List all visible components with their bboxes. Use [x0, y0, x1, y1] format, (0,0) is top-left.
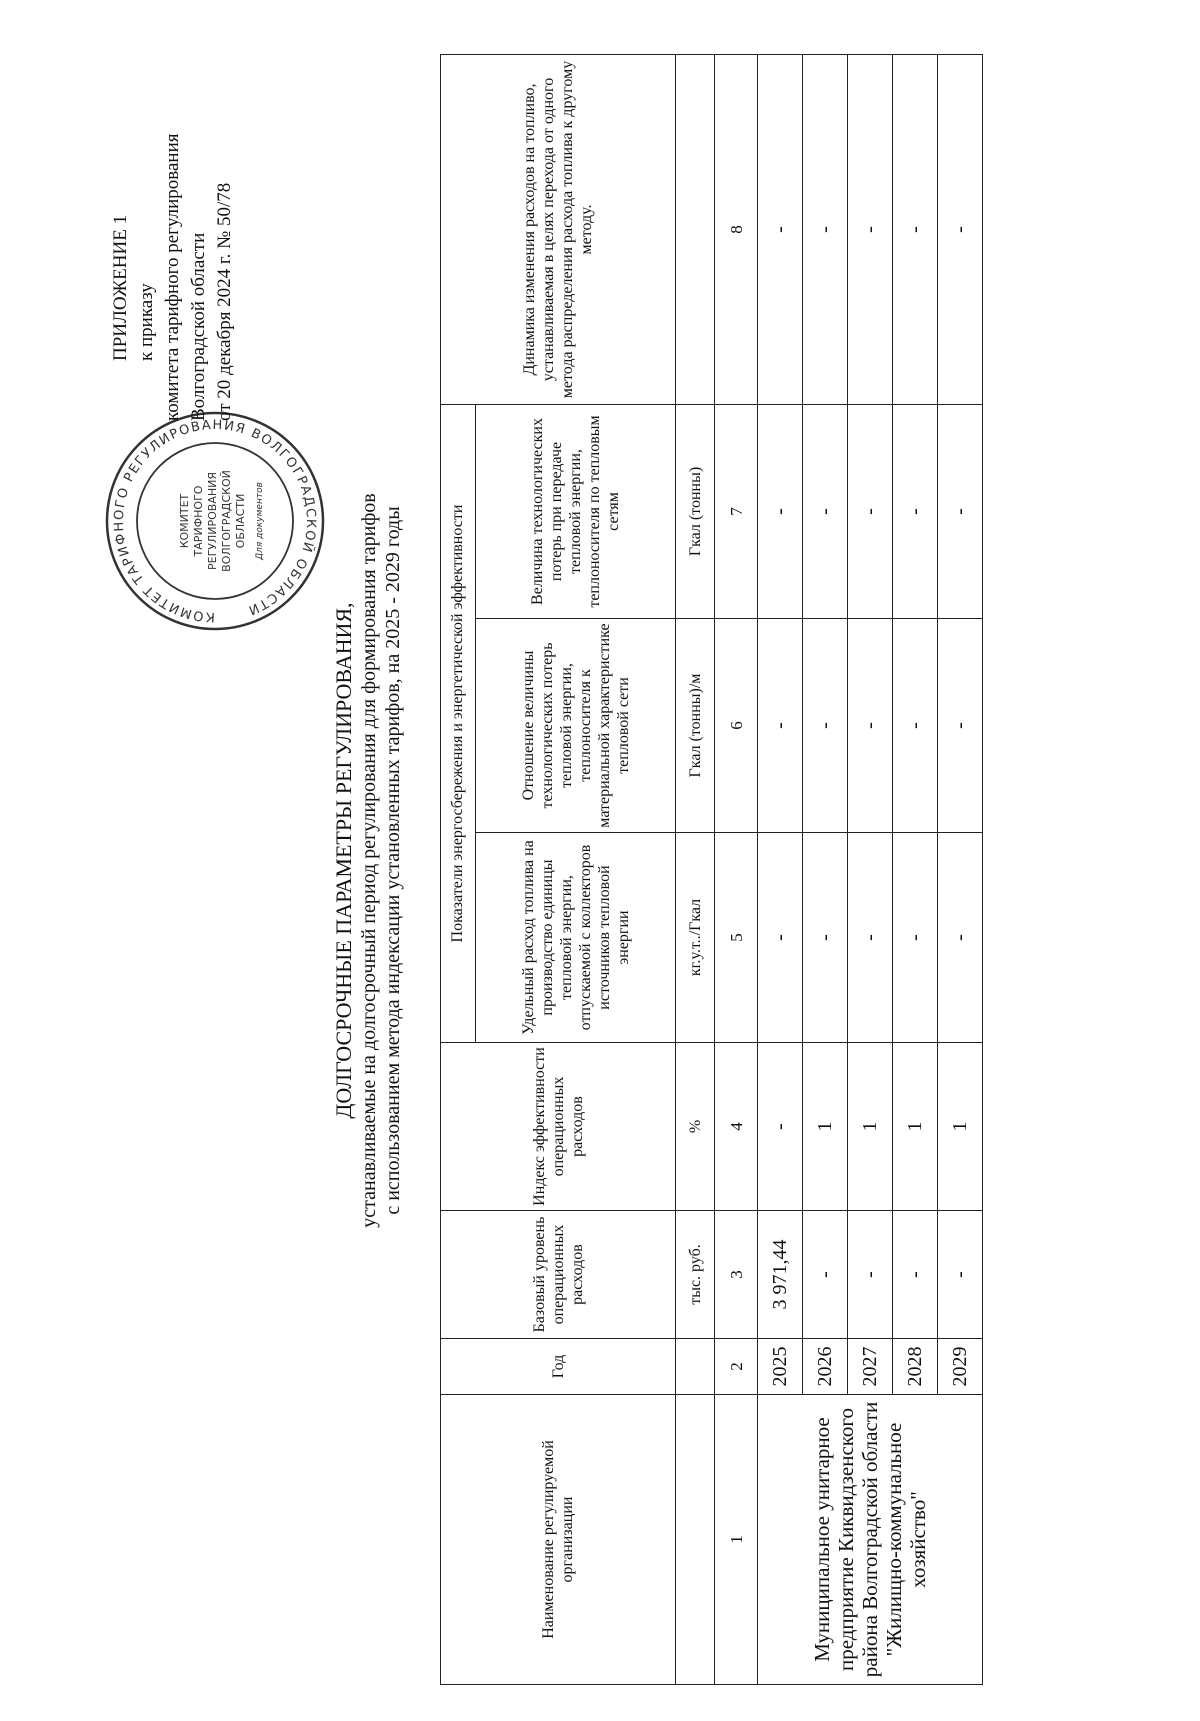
- seal-line: КОМИТЕТ: [178, 493, 191, 549]
- cell-ratio: -: [758, 619, 803, 833]
- column-number: 3: [715, 1211, 758, 1339]
- document-titles: [330, 0, 405, 1721]
- cell-dynamics: -: [803, 54, 848, 404]
- column-number: 4: [715, 1043, 758, 1211]
- header-ratio: Отношение величины технологических потерь тепловой энергии, теплоносителя к материальной характеристике тепловой сети: [476, 619, 676, 833]
- cell-year: 2029: [938, 1339, 983, 1395]
- cell-fuel: -: [848, 833, 893, 1043]
- cell-index: 1: [893, 1043, 938, 1211]
- cell-losses: -: [893, 404, 938, 618]
- column-number: 2: [715, 1339, 758, 1395]
- cell-losses: -: [938, 404, 983, 618]
- cell-year: 2028: [893, 1339, 938, 1395]
- appendix-label: ПРИЛОЖЕНИЕ 1: [110, 214, 131, 361]
- unit-index: %: [676, 1043, 715, 1211]
- column-number: 7: [715, 404, 758, 618]
- seal-bottom-text: Для документов: [255, 482, 265, 560]
- cell-ratio: -: [938, 619, 983, 833]
- document-subtitle: с использованием метода индексации установленных тарифов, на 2025 - 2029 годы: [382, 506, 404, 1215]
- unit-base: тыс. руб.: [676, 1211, 715, 1339]
- cell-ratio: -: [848, 619, 893, 833]
- organization-name: Муниципальное унитарное предприятие Киквидзенского района Волгоградской области "Жилищно-коммунальное хозяйство": [758, 1395, 983, 1685]
- cell-base: 3 971,44: [758, 1211, 803, 1339]
- cell-index: -: [758, 1043, 803, 1211]
- cell-losses: -: [803, 404, 848, 618]
- column-number: 6: [715, 619, 758, 833]
- cell-ratio: -: [893, 619, 938, 833]
- header-base: Базовый уровень операционных расходов: [441, 1211, 676, 1339]
- cell-fuel: -: [938, 833, 983, 1043]
- cell-dynamics: -: [848, 54, 893, 404]
- header-row: [441, 54, 476, 1684]
- header-year: Год: [441, 1339, 676, 1395]
- document-title: ДОЛГОСРОЧНЫЕ ПАРАМЕТРЫ РЕГУЛИРОВАНИЯ,: [331, 602, 356, 1119]
- header-energy-group: Показатели энергосбережения и энергетической эффективности: [441, 404, 476, 1042]
- cell-losses: -: [848, 404, 893, 618]
- cell-index: 1: [938, 1043, 983, 1211]
- cell-dynamics: -: [938, 54, 983, 404]
- parameters-table: [440, 54, 983, 1685]
- unit-fuel: кг.у.т../Гкал: [676, 833, 715, 1043]
- cell-fuel: -: [758, 833, 803, 1043]
- cell-base: -: [803, 1211, 848, 1339]
- units-row: [676, 54, 715, 1684]
- cell-index: 1: [848, 1043, 893, 1211]
- seal-line: ОБЛАСТИ: [234, 493, 247, 549]
- seal-line: ВОЛГОГРАДСКОЙ: [220, 470, 233, 572]
- cell-fuel: -: [893, 833, 938, 1043]
- appendix-line: Волгоградской области: [188, 232, 209, 421]
- header-fuel: Удельный расход топлива на производство единицы тепловой энергии, отпускаемой с коллекторов источников тепловой энергии: [476, 833, 676, 1043]
- header-dynamics: Динамика изменения расходов на топливо, устанавливаемая в целях перехода от одного метода распределения расхода топлива к другому методу.: [441, 54, 676, 404]
- cell-year: 2026: [803, 1339, 848, 1395]
- seal-ring-text: КОМИТЕТ ТАРИФНОГО РЕГУЛИРОВАНИЯ ВОЛГОГРАДСКОЙ ОБЛАСТИ: [111, 417, 319, 625]
- cell-base: -: [848, 1211, 893, 1339]
- unit-ratio: Гкал (тонны)/м: [676, 619, 715, 833]
- header-losses: Величина технологических потерь при передаче тепловой энергии, теплоносителя по тепловым сетям: [476, 404, 676, 618]
- appendix-line: к приказу: [136, 283, 157, 361]
- cell-base: -: [893, 1211, 938, 1339]
- header-org: Наименование регулируемой организации: [441, 1395, 676, 1685]
- cell-fuel: -: [803, 833, 848, 1043]
- appendix-date: от 20 декабря 2024 г. № 50/78: [214, 182, 235, 421]
- table-row: [758, 54, 803, 1684]
- unit-losses: Гкал (тонны): [676, 404, 715, 618]
- column-numbers-row: [715, 54, 758, 1684]
- cell-dynamics: -: [758, 54, 803, 404]
- cell-dynamics: -: [893, 54, 938, 404]
- cell-index: 1: [803, 1043, 848, 1211]
- official-seal: [100, 406, 330, 636]
- column-number: 8: [715, 54, 758, 404]
- column-number: 5: [715, 833, 758, 1043]
- seal-line: РЕГУЛИРОВАНИЯ: [206, 471, 219, 571]
- appendix-block: [108, 21, 238, 421]
- cell-base: -: [938, 1211, 983, 1339]
- header-index: Индекс эффективности операционных расходов: [441, 1043, 676, 1211]
- appendix-line: комитета тарифного регулирования: [162, 133, 183, 421]
- cell-losses: -: [758, 404, 803, 618]
- column-number: 1: [715, 1395, 758, 1685]
- seal-line: ТАРИФНОГО: [192, 485, 205, 557]
- document-subtitle: устанавливаемые на долгосрочный период регулирования для формирования тарифов: [358, 493, 380, 1228]
- cell-ratio: -: [803, 619, 848, 833]
- cell-year: 2025: [758, 1339, 803, 1395]
- cell-year: 2027: [848, 1339, 893, 1395]
